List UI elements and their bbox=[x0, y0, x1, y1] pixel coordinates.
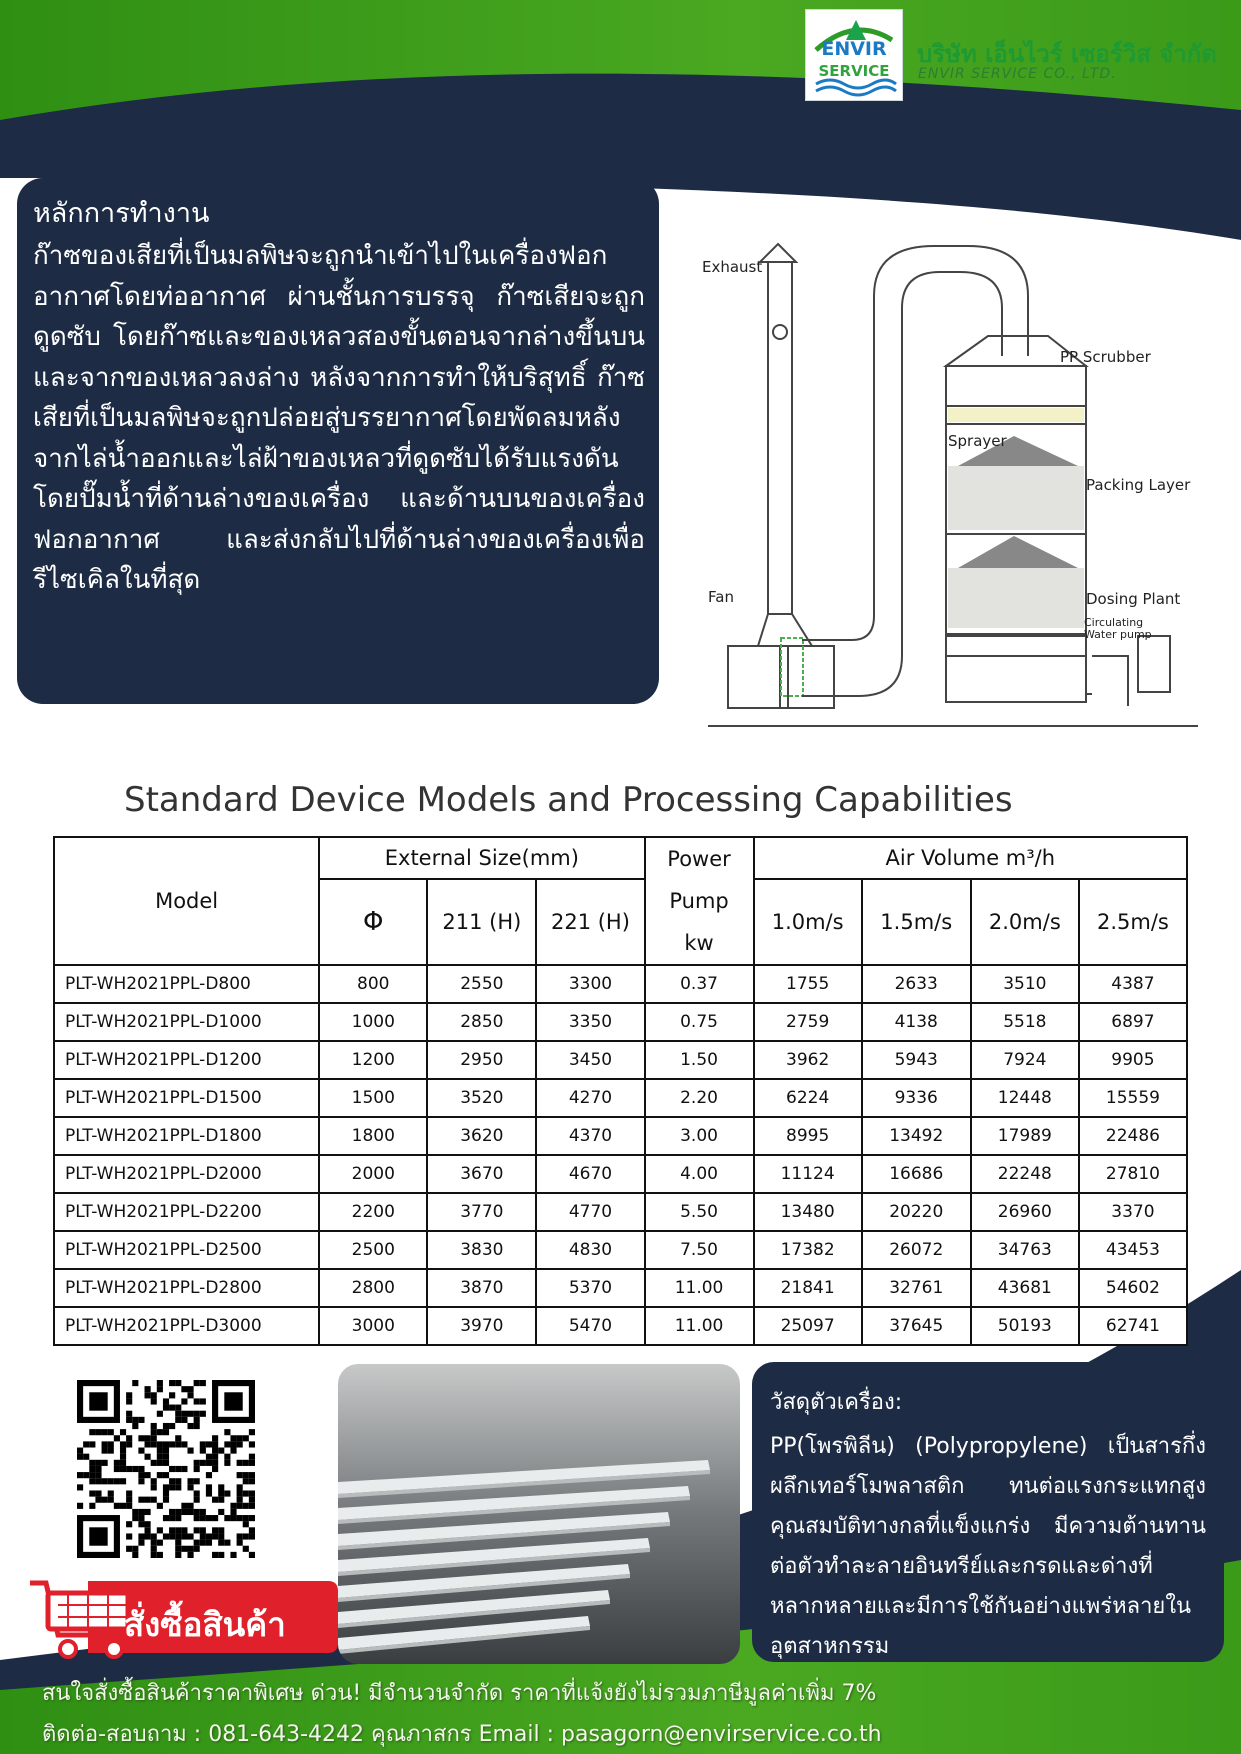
cell-value: 32761 bbox=[862, 1269, 971, 1307]
cell-value: 6224 bbox=[754, 1079, 862, 1117]
cell-value: 15559 bbox=[1079, 1079, 1187, 1117]
principle-body: ก๊าซของเสียที่เป็นมลพิษจะถูกนำเข้าไปในเครื่องฟอกอากาศโดยท่ออากาศ ผ่านชั้นการบรรจุ ก๊าซเสียจะถูกดูดซับ โดยก๊าซและของเหลวสองขั้นตอนจากล่างขึ้นบนและจากของเหลวลงล่าง หลังจากการทำให้บริสุทธิ์ ก๊าซเสียที่เป็นมลพิษจะถูกปล่อยสู่บรรยากาศโดยพัดลมหลังจากไล่น้ำออกและไล่ฝ้าของเหลวที่ดูดซับได้รับแรงดันโดยปั๊มน้ำที่ด้านล่างของเครื่อง และด้านบนของเครื่องฟอกอากาศ และส่งกลับไปที่ด้านล่างของเครื่องเพื่อรีไซเคิลในที่สุด bbox=[33, 241, 645, 595]
cell-value: 3520 bbox=[427, 1079, 536, 1117]
header-speed-2-0: 2.0m/s bbox=[971, 879, 1079, 965]
cell-value: 1755 bbox=[754, 965, 862, 1003]
cell-value: 12448 bbox=[971, 1079, 1079, 1117]
table-row bbox=[54, 965, 1187, 1003]
cell-value: 9336 bbox=[862, 1079, 971, 1117]
cell-value: 34763 bbox=[971, 1231, 1079, 1269]
cell-value: 2550 bbox=[427, 965, 536, 1003]
header-height-211: 211 (H) bbox=[427, 879, 536, 965]
header-external-size: External Size(mm) bbox=[319, 837, 644, 879]
cell-value: 9905 bbox=[1079, 1041, 1187, 1079]
cell-model: PLT-WH2021PPL-D1000 bbox=[54, 1003, 319, 1041]
cell-value: 2950 bbox=[427, 1041, 536, 1079]
header-power-line3: kw bbox=[684, 931, 714, 955]
table-row bbox=[54, 1231, 1187, 1269]
cell-value: 62741 bbox=[1079, 1307, 1187, 1345]
cell-model: PLT-WH2021PPL-D2500 bbox=[54, 1231, 319, 1269]
cell-model: PLT-WH2021PPL-D3000 bbox=[54, 1307, 319, 1345]
cell-value: 4830 bbox=[536, 1231, 644, 1269]
cell-value: 7924 bbox=[971, 1041, 1079, 1079]
table-row bbox=[54, 1117, 1187, 1155]
cell-value: 5943 bbox=[862, 1041, 971, 1079]
cell-value: 11.00 bbox=[645, 1307, 754, 1345]
cell-value: 2.20 bbox=[645, 1079, 754, 1117]
cell-value: 43453 bbox=[1079, 1231, 1187, 1269]
cell-value: 3350 bbox=[536, 1003, 644, 1041]
header-power-line2: Pump bbox=[669, 889, 729, 913]
order-button-label: สั่งซื้อสินค้า bbox=[124, 1605, 286, 1644]
cell-value: 4138 bbox=[862, 1003, 971, 1041]
company-name-english: ENVIR SERVICE CO., LTD. bbox=[918, 66, 1117, 82]
cell-value: 3370 bbox=[1079, 1193, 1187, 1231]
table-title: Standard Device Models and Processing Capabilities bbox=[124, 780, 1013, 820]
cell-value: 11124 bbox=[754, 1155, 862, 1193]
cell-value: 3962 bbox=[754, 1041, 862, 1079]
cell-model: PLT-WH2021PPL-D1200 bbox=[54, 1041, 319, 1079]
principle-title: หลักการทำงาน bbox=[33, 198, 210, 229]
cell-value: 3000 bbox=[319, 1307, 427, 1345]
header-air-volume: Air Volume m³/h bbox=[754, 837, 1187, 879]
table-row bbox=[54, 1307, 1187, 1345]
cell-value: 11.00 bbox=[645, 1269, 754, 1307]
cell-value: 2633 bbox=[862, 965, 971, 1003]
pp-sheets-photo bbox=[338, 1364, 740, 1664]
header-model: Model bbox=[54, 837, 319, 965]
cell-value: 7.50 bbox=[645, 1231, 754, 1269]
company-name-thai: บริษัท เอ็นไวร์ เซอร์วิส จำกัด bbox=[917, 40, 1217, 68]
cell-value: 4370 bbox=[536, 1117, 644, 1155]
cell-value: 26960 bbox=[971, 1193, 1079, 1231]
cell-value: 4770 bbox=[536, 1193, 644, 1231]
header-height-221: 221 (H) bbox=[536, 879, 644, 965]
footer-contact: ติดต่อ-สอบถาม : 081-643-4242 คุณภาสกร Email : pasagorn@envirservice.co.th bbox=[42, 1722, 882, 1747]
cell-value: 16686 bbox=[862, 1155, 971, 1193]
cell-value: 3510 bbox=[971, 965, 1079, 1003]
cell-value: 6897 bbox=[1079, 1003, 1187, 1041]
cell-model: PLT-WH2021PPL-D2200 bbox=[54, 1193, 319, 1231]
table-row bbox=[54, 1079, 1187, 1117]
table-row bbox=[54, 1193, 1187, 1231]
header-speed-1-5: 1.5m/s bbox=[862, 879, 971, 965]
cell-value: 37645 bbox=[862, 1307, 971, 1345]
cell-model: PLT-WH2021PPL-D2000 bbox=[54, 1155, 319, 1193]
cell-value: 54602 bbox=[1079, 1269, 1187, 1307]
table-row bbox=[54, 1155, 1187, 1193]
cell-value: 2800 bbox=[319, 1269, 427, 1307]
cell-value: 43681 bbox=[971, 1269, 1079, 1307]
cell-value: 13492 bbox=[862, 1117, 971, 1155]
company-logo bbox=[805, 9, 903, 101]
cell-value: 3970 bbox=[427, 1307, 536, 1345]
cell-value: 4670 bbox=[536, 1155, 644, 1193]
logo-text-1: ENVIR bbox=[821, 38, 887, 60]
label-exhaust: Exhaust bbox=[702, 258, 763, 276]
model-specs-table bbox=[53, 836, 1188, 1346]
material-panel bbox=[752, 1362, 1224, 1662]
label-circulating: Circulating bbox=[1084, 616, 1144, 629]
cell-value: 2200 bbox=[319, 1193, 427, 1231]
footer-promo: สนใจสั่งซื้อสินค้าราคาพิเศษ ด่วน! มีจำนวนจำกัด ราคาที่แจ้งยังไม่รวมภาษีมูลค่าเพิ่ม 7% bbox=[42, 1681, 877, 1706]
table-row bbox=[54, 1003, 1187, 1041]
cell-value: 3620 bbox=[427, 1117, 536, 1155]
cell-model: PLT-WH2021PPL-D800 bbox=[54, 965, 319, 1003]
cell-value: 1800 bbox=[319, 1117, 427, 1155]
table-row bbox=[54, 1041, 1187, 1079]
label-water-pump: Water pump bbox=[1084, 628, 1152, 641]
cell-value: 5518 bbox=[971, 1003, 1079, 1041]
cell-value: 2000 bbox=[319, 1155, 427, 1193]
cell-value: 3830 bbox=[427, 1231, 536, 1269]
cell-value: 1200 bbox=[319, 1041, 427, 1079]
cell-value: 17989 bbox=[971, 1117, 1079, 1155]
cell-value: 22486 bbox=[1079, 1117, 1187, 1155]
cell-value: 1000 bbox=[319, 1003, 427, 1041]
logo-text-2: SERVICE bbox=[818, 62, 890, 80]
header-diameter: Φ bbox=[319, 879, 427, 965]
cell-value: 50193 bbox=[971, 1307, 1079, 1345]
cell-value: 20220 bbox=[862, 1193, 971, 1231]
cell-value: 4387 bbox=[1079, 965, 1187, 1003]
header-speed-2-5: 2.5m/s bbox=[1079, 879, 1187, 965]
cell-value: 3450 bbox=[536, 1041, 644, 1079]
cell-value: 0.37 bbox=[645, 965, 754, 1003]
material-body: PP(โพรพิลีน) (Polypropylene) เป็นสารกึ่งผลึกเทอร์โมพลาสติก ทนต่อแรงกระแทกสูง คุณสมบัติทางกลที่แข็งแกร่ง มีความต้านทานต่อตัวทำละลายอินทรีย์และกรดและด่างที่หลากหลายและมีการใช้กันอย่างแพร่หลายในอุตสาหกรรม bbox=[770, 1434, 1206, 1659]
cell-value: 4270 bbox=[536, 1079, 644, 1117]
cell-value: 21841 bbox=[754, 1269, 862, 1307]
cell-value: 2759 bbox=[754, 1003, 862, 1041]
cell-value: 3870 bbox=[427, 1269, 536, 1307]
label-packing-layer: Packing Layer bbox=[1086, 476, 1191, 494]
cell-value: 800 bbox=[319, 965, 427, 1003]
cell-value: 1.50 bbox=[645, 1041, 754, 1079]
cell-value: 22248 bbox=[971, 1155, 1079, 1193]
label-pp-scrubber: PP Scrubber bbox=[1060, 348, 1151, 366]
cell-value: 4.00 bbox=[645, 1155, 754, 1193]
cell-value: 8995 bbox=[754, 1117, 862, 1155]
cell-value: 3.00 bbox=[645, 1117, 754, 1155]
header-power-pump bbox=[645, 837, 754, 965]
header-speed-1-0: 1.0m/s bbox=[754, 879, 862, 965]
cell-value: 26072 bbox=[862, 1231, 971, 1269]
cell-value: 3300 bbox=[536, 965, 644, 1003]
cell-model: PLT-WH2021PPL-D2800 bbox=[54, 1269, 319, 1307]
material-title: วัสดุตัวเครื่อง: bbox=[770, 1390, 903, 1415]
working-principle-panel bbox=[17, 178, 659, 704]
qr-code[interactable] bbox=[77, 1380, 255, 1558]
scrubber-diagram bbox=[688, 236, 1208, 736]
cell-value: 3770 bbox=[427, 1193, 536, 1231]
cell-value: 13480 bbox=[754, 1193, 862, 1231]
cell-value: 2850 bbox=[427, 1003, 536, 1041]
cell-value: 17382 bbox=[754, 1231, 862, 1269]
table-row bbox=[54, 1269, 1187, 1307]
cell-model: PLT-WH2021PPL-D1500 bbox=[54, 1079, 319, 1117]
label-dosing-plant: Dosing Plant bbox=[1086, 590, 1181, 608]
label-fan: Fan bbox=[708, 588, 734, 606]
cell-model: PLT-WH2021PPL-D1800 bbox=[54, 1117, 319, 1155]
cell-value: 0.75 bbox=[645, 1003, 754, 1041]
cell-value: 5370 bbox=[536, 1269, 644, 1307]
cell-value: 5470 bbox=[536, 1307, 644, 1345]
cell-value: 3670 bbox=[427, 1155, 536, 1193]
logo-icon bbox=[806, 10, 902, 100]
cell-value: 1500 bbox=[319, 1079, 427, 1117]
header-power-line1: Power bbox=[667, 847, 731, 871]
cell-value: 25097 bbox=[754, 1307, 862, 1345]
cell-value: 2500 bbox=[319, 1231, 427, 1269]
table-body bbox=[54, 965, 1187, 1345]
cell-value: 5.50 bbox=[645, 1193, 754, 1231]
label-sprayer: Sprayer bbox=[948, 432, 1007, 450]
cell-value: 27810 bbox=[1079, 1155, 1187, 1193]
